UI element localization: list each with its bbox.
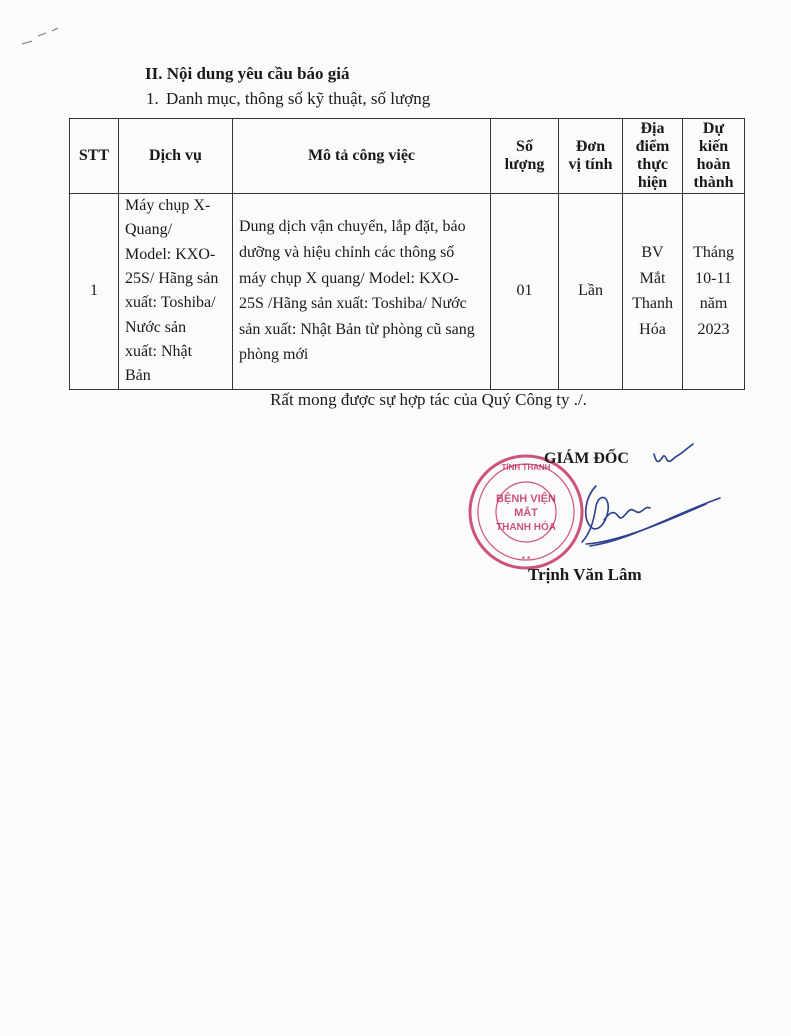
header-location-text: Địa điểm thực hiện xyxy=(635,120,670,191)
cell-completion xyxy=(683,194,745,390)
header-service: Dịch vụ xyxy=(119,119,233,194)
cell-service-text: Máy chụp X- Quang/ Model: KXO- 25S/ Hãng sản xuất: Toshiba/ Nước sản xuất: Nhật Bản xyxy=(125,197,219,385)
svg-text:MẮT: MẮT xyxy=(514,507,538,519)
header-completion xyxy=(683,119,745,194)
cell-stt: 1 xyxy=(70,194,119,390)
header-quantity-text: Số lượng xyxy=(504,138,545,173)
svg-text:* *: * * xyxy=(521,555,531,564)
svg-text:THANH HÓA: THANH HÓA xyxy=(496,522,556,533)
header-description: Mô tả công việc xyxy=(233,119,491,194)
subsection-title: Danh mục, thông số kỹ thuật, số lượng xyxy=(166,89,431,108)
header-location xyxy=(623,119,683,194)
header-unit-text: Đơn vị tính xyxy=(568,138,613,173)
header-stt: STT xyxy=(70,119,119,194)
subsection-number: 1. xyxy=(146,89,159,108)
cell-location-text: BV Mắt Thanh Hóa xyxy=(632,244,673,338)
cell-completion-text: Tháng 10-11 năm 2023 xyxy=(693,244,734,338)
scan-artifact-mark xyxy=(18,22,66,48)
cell-location xyxy=(623,194,683,390)
signatory-title: GIÁM ĐỐC xyxy=(544,450,629,467)
closing-remark: Rất mong được sự hợp tác của Quý Công ty ./. xyxy=(270,390,587,409)
table-header-row xyxy=(70,119,745,194)
cell-service xyxy=(119,194,233,390)
signatory-name: Trịnh Văn Lâm xyxy=(528,565,642,584)
subsection-heading xyxy=(146,89,430,109)
table-row xyxy=(70,194,745,390)
cell-quantity: 01 xyxy=(491,194,559,390)
svg-text:TỈNH THANH: TỈNH THANH xyxy=(501,463,551,472)
service-quote-table xyxy=(69,118,745,390)
section-title: II. Nội dung yêu cầu báo giá xyxy=(145,64,350,83)
cell-unit: Lần xyxy=(559,194,623,390)
header-quantity xyxy=(491,119,559,194)
header-completion-text: Dự kiến hoàn thành xyxy=(693,120,734,191)
cell-description: Dung dịch vận chuyển, lắp đặt, bảo dưỡng và hiệu chỉnh các thông số máy chụp X quang/ Model: KXO-25S /Hãng sản xuất: Toshiba/ Nước sản xuất: Nhật Bản từ phòng cũ sang phòng mới xyxy=(233,194,491,390)
header-unit xyxy=(559,119,623,194)
svg-text:BỆNH VIỆN: BỆNH VIỆN xyxy=(496,493,556,505)
